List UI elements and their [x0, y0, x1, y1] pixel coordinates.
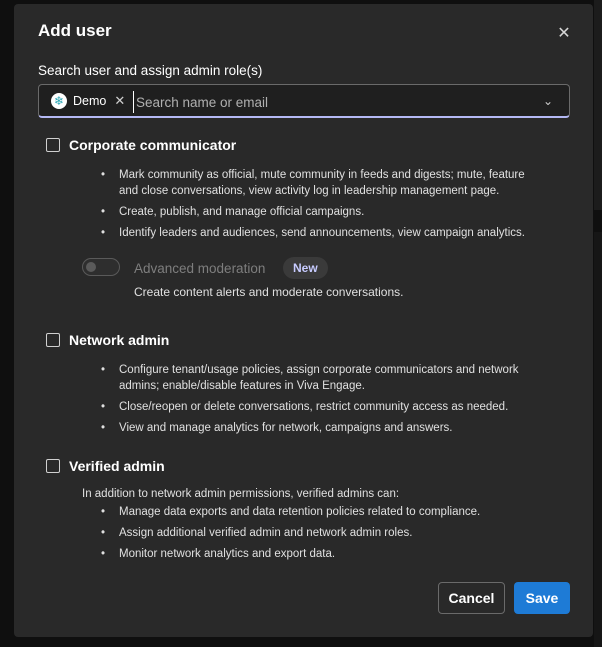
list-item: • Manage data exports and data retention policies related to compliance.: [97, 504, 537, 520]
advanced-moderation-description: Create content alerts and moderate conversations.: [134, 285, 404, 299]
role-network-admin: [46, 332, 169, 348]
chevron-down-icon[interactable]: ⌄: [542, 94, 554, 108]
backdrop-panel: [594, 232, 602, 647]
role-corporate-communicator: [46, 137, 236, 153]
backdrop-panel: [594, 0, 602, 210]
dialog-title: Add user: [38, 21, 112, 40]
toggle-knob: [86, 262, 96, 272]
advanced-moderation-toggle[interactable]: [82, 258, 120, 276]
list-item: • Identify leaders and audiences, send announcements, view campaign analytics.: [97, 225, 527, 241]
role-label: Verified admin: [69, 458, 165, 474]
snowflake-icon: ❄: [51, 93, 67, 109]
selected-user-chip: [51, 92, 125, 110]
list-item: • Assign additional verified admin and network admin roles.: [97, 525, 537, 541]
network-admin-checkbox[interactable]: [46, 333, 60, 347]
list-item: • Close/reopen or delete conversations, restrict community access as needed.: [97, 399, 537, 415]
search-input[interactable]: [133, 91, 518, 113]
corporate-communicator-checkbox[interactable]: [46, 138, 60, 152]
role-label: Network admin: [69, 332, 170, 348]
list-item: • View and manage analytics for network, campaigns and answers.: [97, 420, 537, 436]
save-button[interactable]: Save: [514, 582, 570, 614]
list-item: • Configure tenant/usage policies, assign corporate communicators and network admins; enable/disable features in Viva Engage.: [97, 362, 537, 394]
list-item: • Mark community as official, mute community in feeds and digests; mute, feature and close conversations, view activity log in leadership management page.: [97, 167, 527, 199]
role-verified-admin: [46, 458, 165, 474]
close-icon[interactable]: ✕: [114, 93, 126, 108]
search-label: Search user and assign admin role(s): [38, 63, 263, 78]
cancel-button[interactable]: Cancel: [438, 582, 505, 614]
network-permissions-list: [97, 362, 537, 441]
chip-label: Demo: [73, 94, 107, 108]
list-item: • Monitor network analytics and export data.: [97, 546, 537, 562]
role-label: Corporate communicator: [69, 137, 237, 153]
list-item: • Create, publish, and manage official campaigns.: [97, 204, 527, 220]
corporate-permissions-list: [97, 167, 527, 246]
verified-admin-intro: In addition to network admin permissions, verified admins can:: [82, 488, 400, 500]
verified-permissions-list: [97, 504, 537, 567]
verified-admin-checkbox[interactable]: [46, 459, 60, 473]
close-icon[interactable]: ✕: [557, 25, 571, 42]
new-badge: New: [283, 257, 328, 279]
add-user-dialog: [14, 4, 593, 637]
user-search-combobox[interactable]: [38, 84, 570, 118]
advanced-moderation-label: Advanced moderation: [134, 261, 266, 276]
